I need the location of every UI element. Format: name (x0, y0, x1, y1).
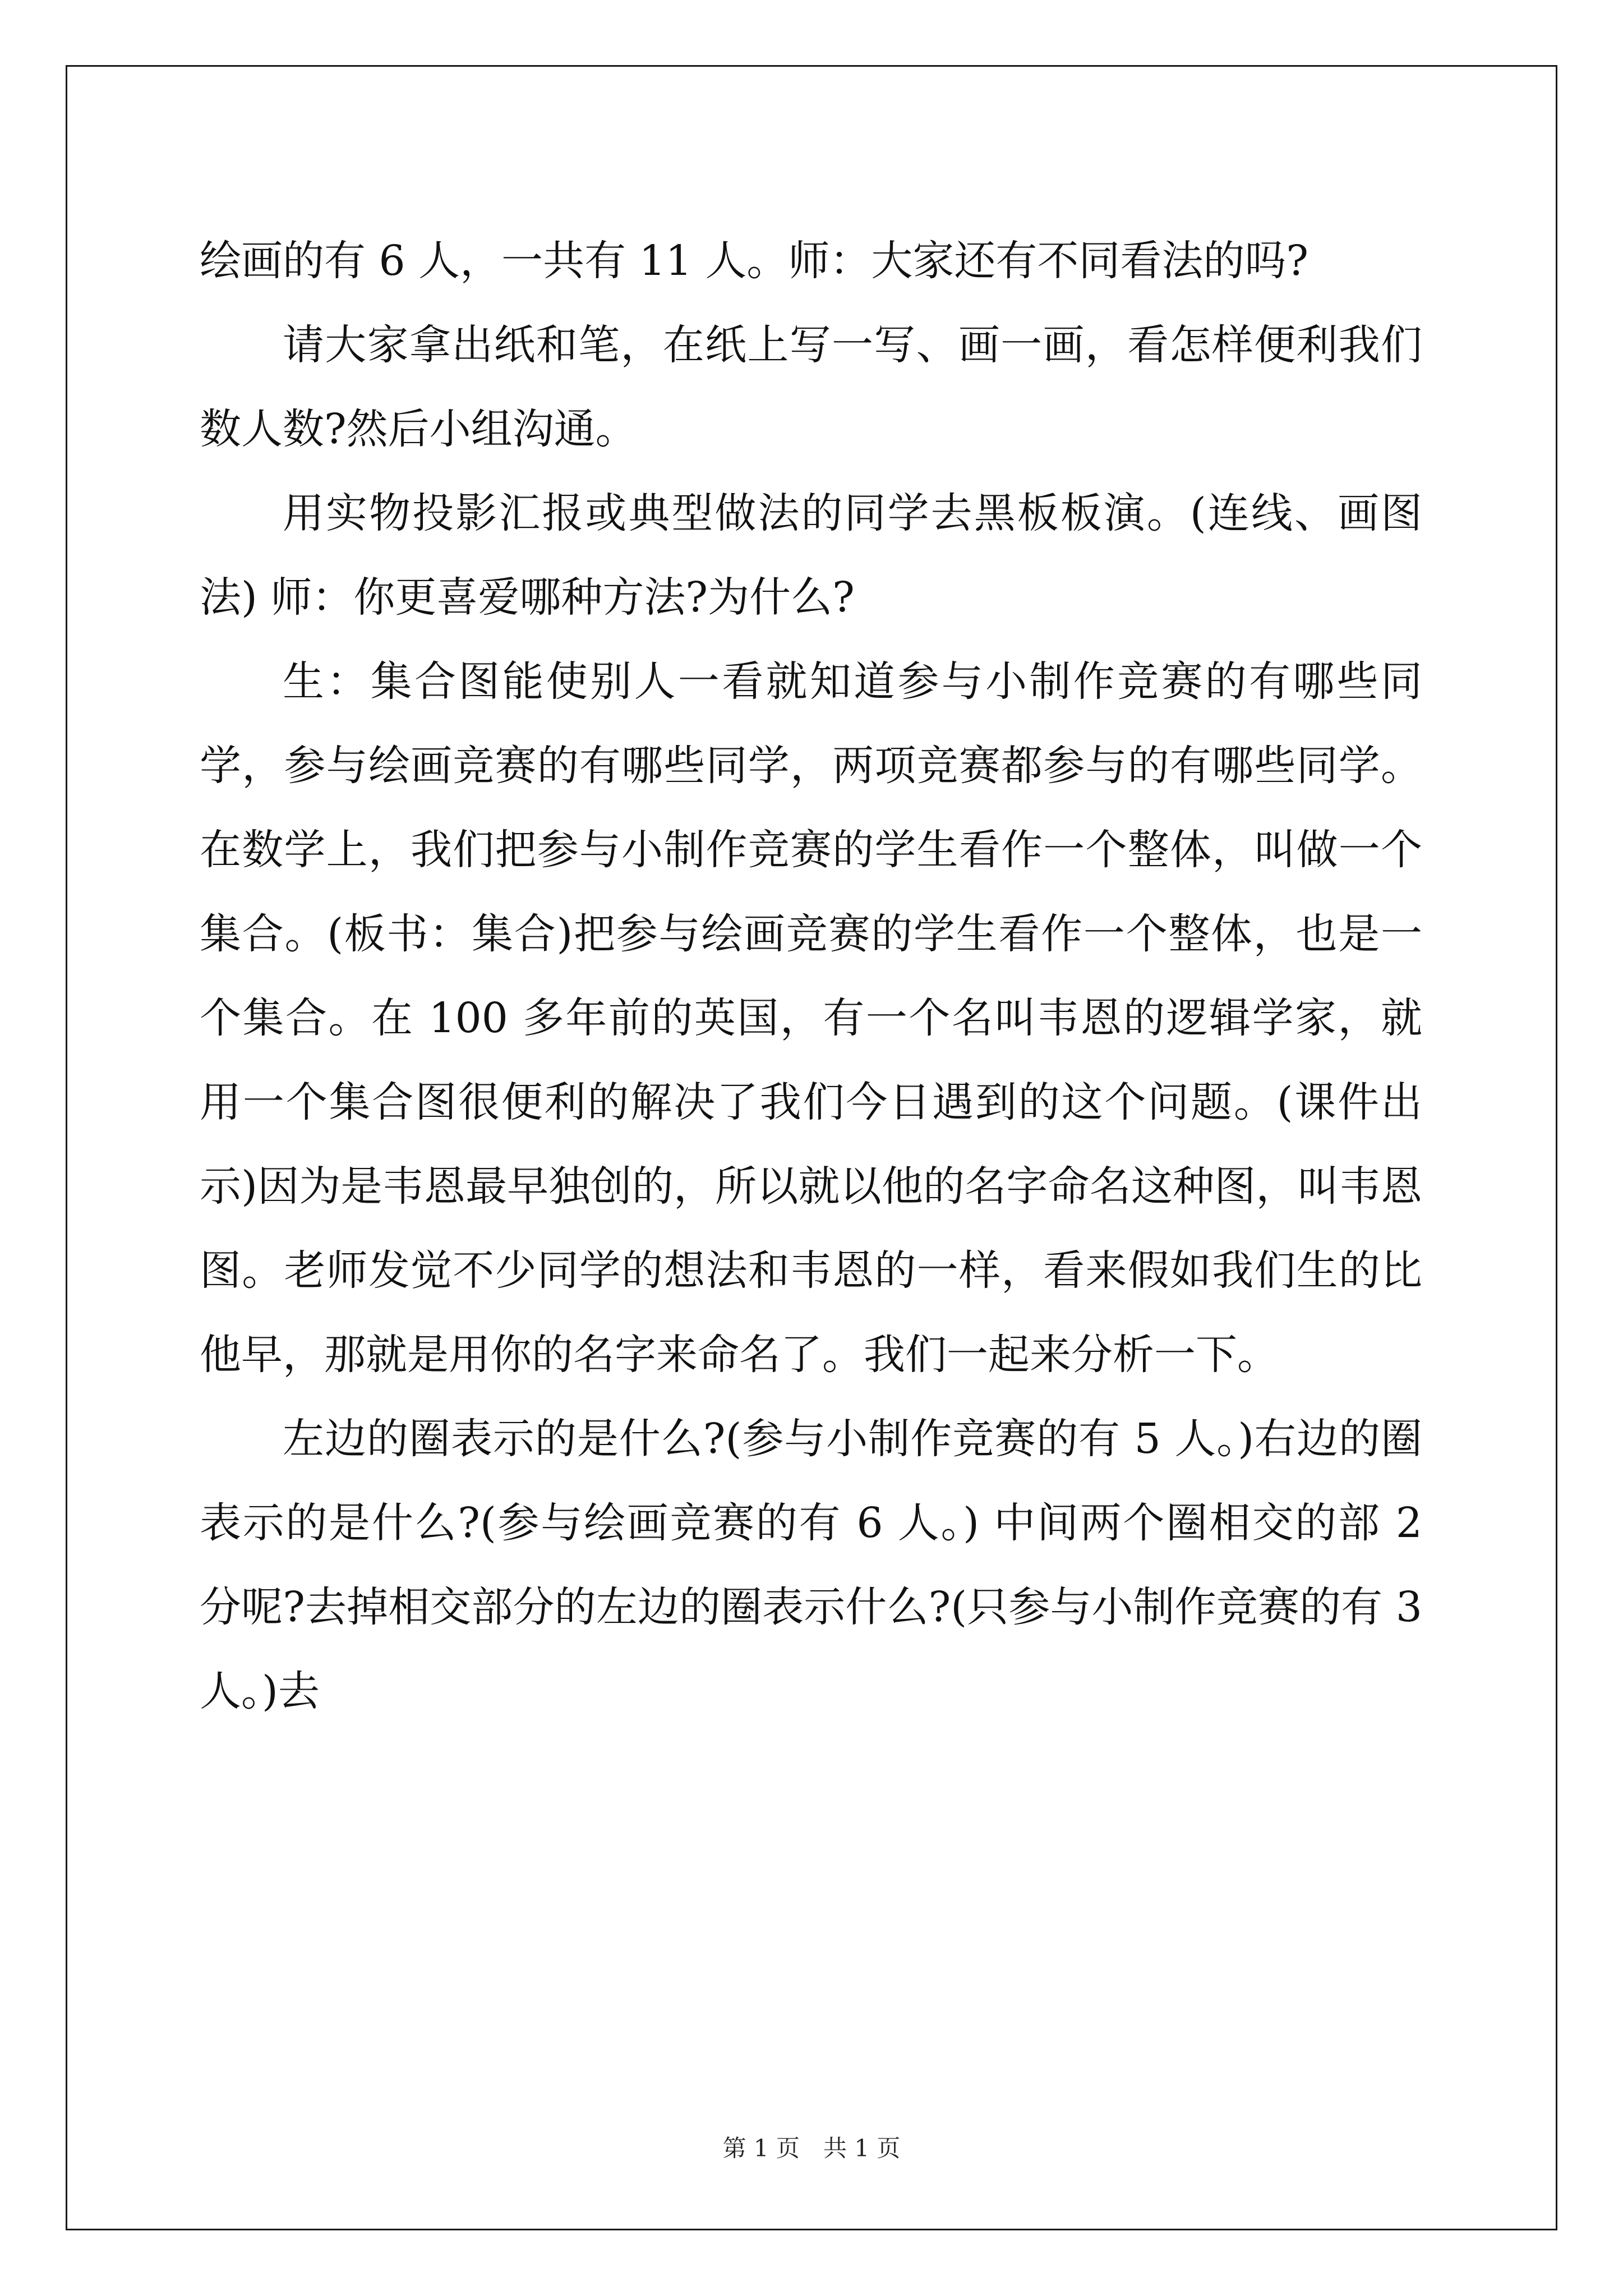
paragraph-1: 绘画的有 6 人，一共有 11 人。师：大家还有不同看法的吗? (200, 237, 1309, 285)
paragraph-4: 生：集合图能使别人一看就知道参与小制作竞赛的有哪些同学，参与绘画竞赛的有哪些同学，两项竞赛都参与的有哪些同学。在数学上，我们把参与小制作竞赛的学生看作一个整体，叫做一个集合。(板书：集合)把参与绘画竞赛的学生看作一个整体，也是一个集合。在 100 多年前的英国，有一个名叫韦恩的逻辑学家，就用一个集合图很便利的解决了我们今日遇到的这个问题。(课件出示)因为是韦恩最早独创的，所以就以他的名字命名这种图，叫韦恩图。老师发觉不少同学的想法和韦恩的一样，看来假如我们生的比他早，那就是用你的名字来命名了。我们一起来分析一下。 (200, 657, 1422, 1379)
page-footer: 第 1 页 共 1 页 (722, 2134, 901, 2162)
paragraph-2: 请大家拿出纸和笔，在纸上写一写、画一画，看怎样便利我们数人数?然后小组沟通。 (200, 321, 1422, 453)
paragraph-3: 用实物投影汇报或典型做法的同学去黑板板演。(连线、画图法) 师：你更喜爱哪种方法?为什么? (200, 489, 1422, 622)
paragraph-5: 左边的圈表示的是什么?(参与小制作竞赛的有 5 人。)右边的圈表示的是什么?(参与绘画竞赛的有 6 人。) 中间两个圈相交的部 2 分呢?去掉相交部分的左边的圈表示什么?(只参与小制作竞赛的有 3 人。)去 (200, 1415, 1422, 1715)
document-body (200, 219, 1422, 1733)
